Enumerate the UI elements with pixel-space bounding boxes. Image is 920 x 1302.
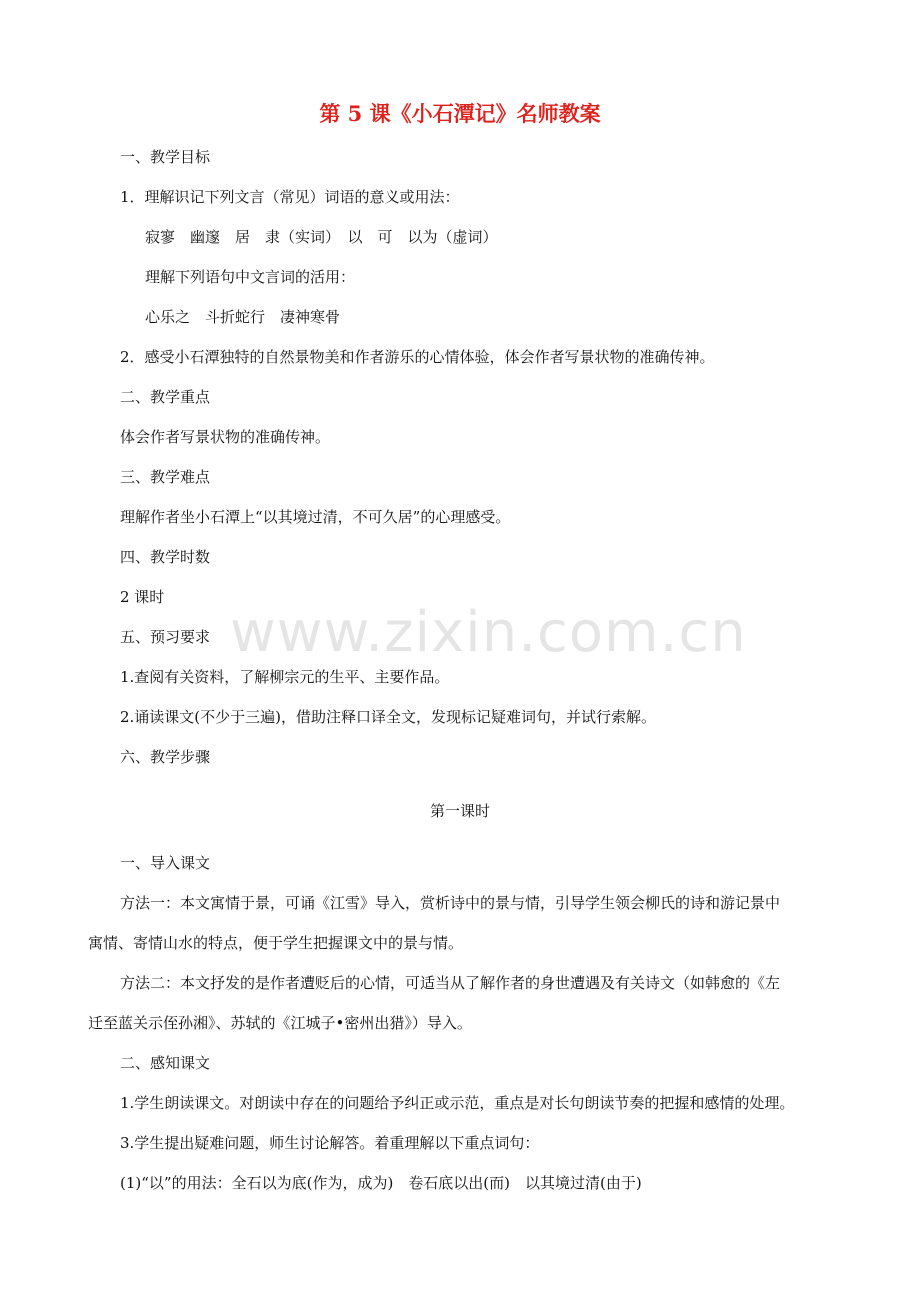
- section-heading-steps: 六、教学步骤: [120, 748, 211, 766]
- method-2-line-1: 方法二：本文抒发的是作者遭贬后的心情，可适当从了解作者的身世遭遇及有关诗文（如韩愈的《左: [120, 974, 781, 992]
- vocab-list: 寂寥 幽邃 居 隶（实词） 以 可 以为（虚词）: [145, 228, 498, 246]
- method-1-line-2: 寓情、寄情山水的特点，便于学生把握课文中的景与情。: [88, 934, 464, 952]
- method-2-line-2: 迁至蓝关示侄孙湘》、苏轼的《江城子•密州出猎》）导入。: [88, 1014, 472, 1032]
- lesson-period-heading: 第一课时: [429, 802, 490, 820]
- perceive-item-1: 1.学生朗读课文。对朗读中存在的问题给予纠正或示范，重点是对长句朗读节奏的把握和感情的处理。: [120, 1094, 795, 1112]
- section-heading-key-points: 二、教学重点: [120, 388, 211, 406]
- usage-intro: 理解下列语句中文言词的活用：: [145, 268, 356, 286]
- perceive-item-3: 3.学生提出疑难问题，师生讨论解答。着重理解以下重点词句：: [120, 1134, 540, 1152]
- step-heading-intro: 一、导入课文: [120, 854, 211, 872]
- watermark: www.zixin.com.cn: [230, 600, 747, 665]
- key-points-text: 体会作者写景状物的准确传神。: [120, 428, 331, 446]
- method-1-line-1: 方法一：本文寓情于景，可诵《江雪》导入，赏析诗中的景与情，引导学生领会柳氏的诗和游记景中: [120, 894, 781, 912]
- usage-examples: 心乐之 斗折蛇行 凄神寒骨: [145, 308, 341, 326]
- section-heading-hours: 四、教学时数: [120, 548, 211, 566]
- page-title: 第 5 课《小石潭记》名师教案: [319, 101, 601, 126]
- hours-text: 2 课时: [120, 588, 165, 606]
- objective-item-1: 1．理解识记下列文言（常见）词语的意义或用法：: [120, 188, 460, 206]
- section-heading-difficulties: 三、教学难点: [120, 468, 211, 486]
- objective-item-2: 2．感受小石潭独特的自然景物美和作者游乐的心情体验，体会作者写景状物的准确传神。: [120, 348, 715, 366]
- section-heading-preview: 五、预习要求: [120, 628, 211, 646]
- preview-item-1: 1.查阅有关资料，了解柳宗元的生平、主要作品。: [120, 668, 450, 686]
- preview-item-2: 2.诵读课文(不少于三遍)，借助注释口译全文，发现标记疑难词句，并试行索解。: [120, 708, 657, 726]
- difficulties-text: 理解作者坐小石潭上“以其境过清，不可久居”的心理感受。: [120, 508, 511, 526]
- step-heading-perceive: 二、感知课文: [120, 1054, 211, 1072]
- word-usage-yi: (1)“以”的用法：全石以为底(作为，成为) 卷石底以出(而) 以其境过清(由于): [120, 1174, 642, 1192]
- section-heading-objectives: 一、教学目标: [120, 148, 211, 166]
